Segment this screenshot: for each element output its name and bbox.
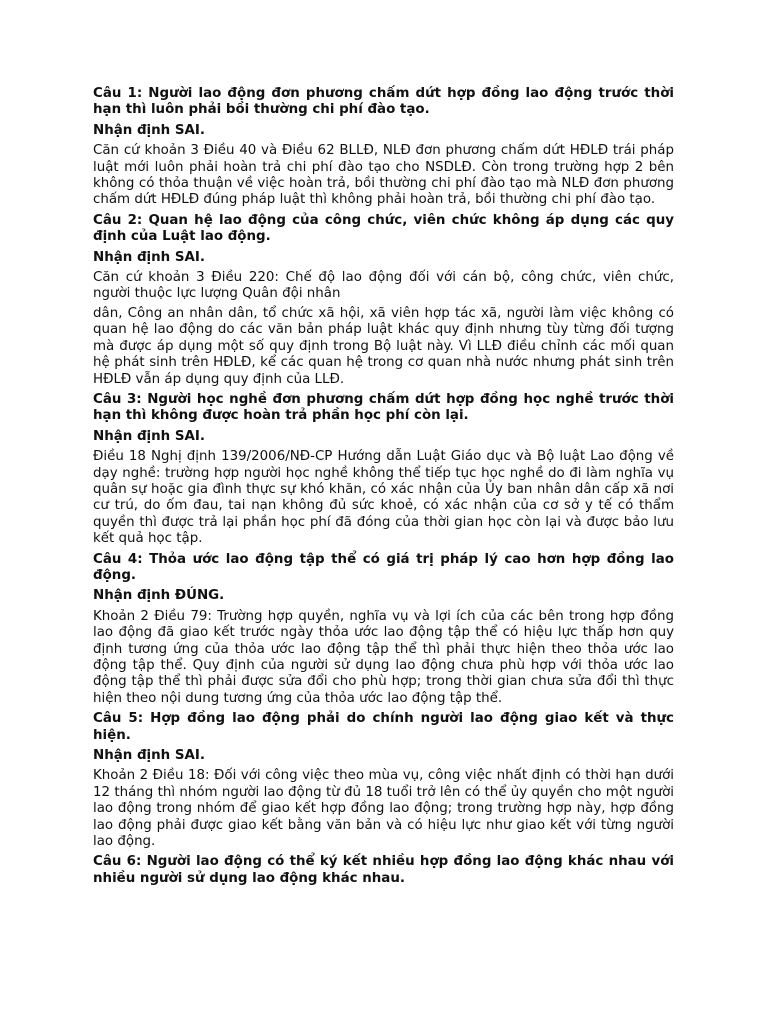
question-5: Câu 5: Hợp đồng lao động phải do chính người lao động giao kết và thực hiện. — [93, 711, 674, 743]
explanation-4: Khoản 2 Điều 79: Trường hợp quyền, nghĩa vụ và lợi ích của các bên trong hợp đồng lao động đã giao kết trước ngày thỏa ước lao động tập thể có hiệu lực thấp hơn quy định tương ứng của thỏa ước lao động tập thể thì phải thực hiện theo thỏa ước lao động tập thể. Quy định của người sử dụng lao động chưa phù hợp với thỏa ước lao động tập thể thì phải được sửa đổi cho phù hợp; trong thời gian chưa sửa đổi thì thực hiện theo nội dung tương ứng của thỏa ước lao động tập thể. — [93, 608, 674, 706]
question-4: Câu 4: Thỏa ước lao động tập thể có giá trị pháp lý cao hơn hợp đồng lao động. — [93, 551, 674, 583]
question-3: Câu 3: Người học nghề đơn phương chấm dứt hợp đồng học nghề trước thời hạn thì không được hoàn trả phần học phí còn lại. — [93, 391, 674, 424]
verdict-4: Nhận định ĐÚNG. — [93, 588, 225, 604]
explanation-2b: dân, Công an nhân dân, tổ chức xã hội, xã viên hợp tác xã, người làm việc không có quan hệ lao động do các văn bản pháp luật khác quy định nhưng tùy từng đối tượng mà được áp dụng một số quy định trong Bộ luật này. Vì LLĐ điều chỉnh các mối quan hệ phát sinh trên HĐLĐ, kể các quan hệ trong cơ quan nhà nước nhưng phát sinh trên HĐLĐ vẫn áp dụng quy định của LLĐ. — [93, 305, 674, 387]
question-6: Câu 6: Người lao động có thể ký kết nhiều hợp đồng lao động khác nhau với nhiều người sử dụng lao động khác nhau. — [93, 854, 674, 886]
verdict-1: Nhận định SAI. — [93, 122, 205, 138]
explanation-2a: Căn cứ khoản 3 Điều 220: Chế độ lao động đối với cán bộ, công chức, viên chức, người thuộc lực lượng Quân đội nhân — [93, 270, 674, 302]
question-1: Câu 1: Người lao động đơn phương chấm dứt hợp đồng lao động trước thời hạn thì luôn phải bồi thường chi phí đào tạo. — [93, 86, 674, 118]
explanation-3: Điều 18 Nghị định 139/2006/NĐ-CP Hướng dẫn Luật Giáo dục và Bộ luật Lao động về dạy nghề: trường hợp người học nghề không thể tiếp tục học nghề do đi làm nghĩa vụ quân sự hoặc gia đình thực sự khó khăn, có xác nhận của Ủy ban nhân dân cấp xã nơi cư trú, do ốm đau, tai nạn không đủ sức khoẻ, có xác nhận của cơ sở y tế có thẩm quyền thì được trả lại phần học phí đã đóng của thời gian học còn lại và được bảo lưu kết quả học tập. — [93, 449, 674, 547]
explanation-1: Căn cứ khoản 3 Điều 40 và Điều 62 BLLĐ, NLĐ đơn phương chấm dứt HĐLĐ trái pháp luật mới luôn phải hoàn trả chi phí đào tạo cho NSDLĐ. Còn trong trường hợp 2 bên không có thỏa thuận về việc hoàn trả, bồi thường chi phí đào tạo mà NLĐ đơn phương chấm dứt HĐLĐ đúng pháp luật thì không phải hoàn trả, bồi thường chi phí đào tạo. — [93, 143, 674, 208]
document-page — [93, 86, 674, 891]
explanation-5: Khoản 2 Điều 18: Đối với công việc theo mùa vụ, công việc nhất định có thời hạn dưới 12 tháng thì nhóm người lao động từ đủ 18 tuổi trở lên có thể ủy quyền cho một người lao động trong nhóm để giao kết hợp đồng lao động; trong trường hợp này, hợp đồng lao động phải được giao kết bằng văn bản và có hiệu lực như giao kết với từng người lao động. — [93, 768, 674, 850]
verdict-2: Nhận định SAI. — [93, 249, 205, 265]
verdict-5: Nhận định SAI. — [93, 748, 205, 764]
question-2: Câu 2: Quan hệ lao động của công chức, viên chức không áp dụng các quy định của Luật lao động. — [93, 212, 674, 245]
verdict-3: Nhận định SAI. — [93, 428, 205, 444]
